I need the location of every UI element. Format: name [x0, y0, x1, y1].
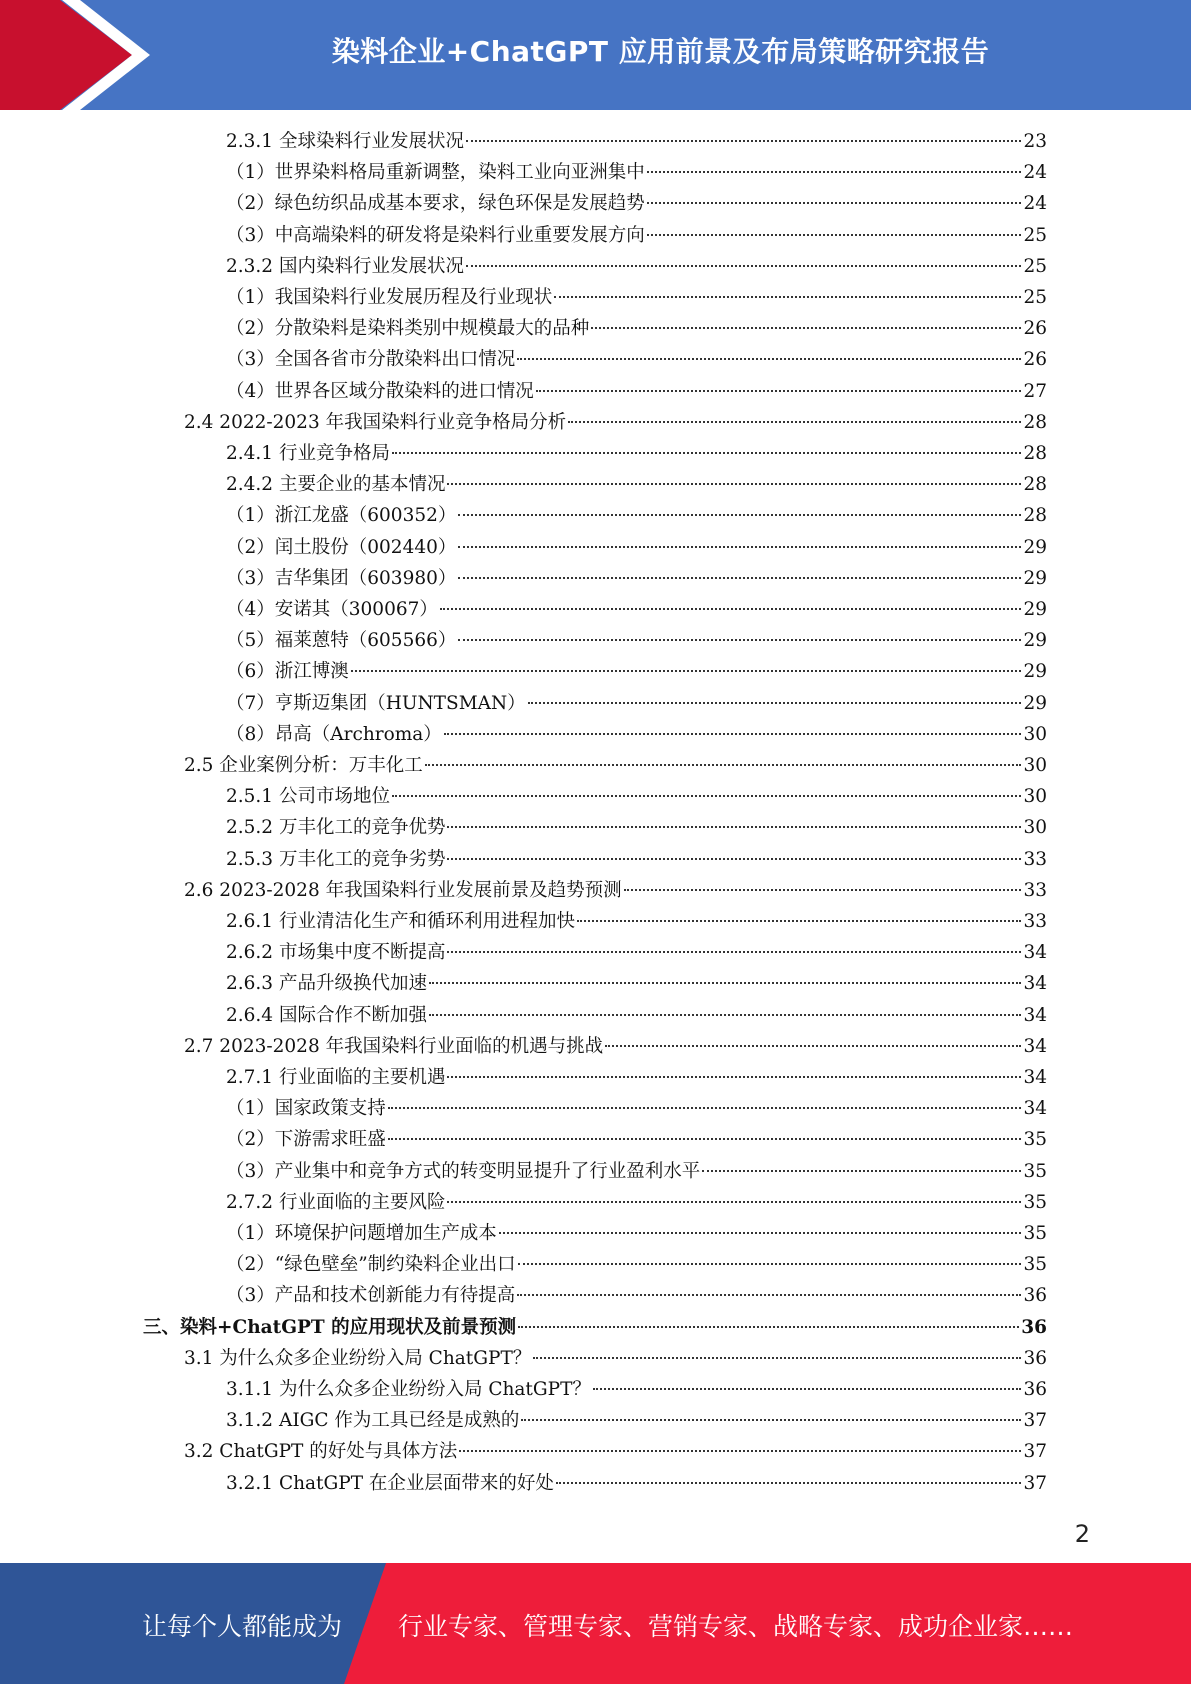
toc-entry-title: 2.7.1 行业面临的主要机遇 [226, 1067, 446, 1088]
toc-dot-leader [605, 1045, 1021, 1047]
toc-entry-page: 30 [1023, 723, 1047, 745]
toc-entry-title: 3.2 ChatGPT 的好处与具体方法 [184, 1441, 458, 1463]
toc-entry-page: 35 [1023, 1129, 1047, 1151]
toc-entry[interactable] [226, 594, 1047, 625]
toc-entry[interactable] [184, 875, 1047, 906]
toc-entry-title: （2）分散染料是染料类别中规模最大的品种 [226, 318, 590, 340]
toc-entry-title: 2.6.1 行业清洁化生产和循环利用进程加快 [226, 911, 575, 932]
toc-entry[interactable] [184, 1031, 1047, 1062]
toc-entry-page: 24 [1023, 193, 1047, 215]
toc-entry-title: 2.5.2 万丰化工的竞争优势 [226, 817, 446, 839]
toc-entry[interactable] [184, 1436, 1047, 1467]
toc-entry-page: 33 [1023, 879, 1047, 901]
toc-entry-title: 2.3.1 全球染料行业发展状况 [226, 131, 464, 152]
toc-dot-leader [702, 1170, 1021, 1172]
toc-dot-leader [466, 140, 1021, 142]
toc-dot-leader [499, 1232, 1022, 1234]
toc-dot-leader [568, 421, 1021, 423]
toc-entry[interactable] [226, 1187, 1047, 1218]
toc-entry-page: 27 [1023, 380, 1047, 402]
toc-entry[interactable] [143, 1312, 1047, 1343]
toc-entry-page: 26 [1023, 349, 1047, 371]
toc-entry-title: 2.6.3 产品升级换代加速 [226, 973, 427, 995]
toc-dot-leader [554, 296, 1021, 298]
toc-entry-page: 28 [1023, 411, 1047, 433]
toc-entry-title: （1）世界染料格局重新调整，染料工业向亚洲集中 [226, 162, 645, 184]
toc-dot-leader [458, 577, 1021, 579]
toc-dot-leader [536, 390, 1022, 392]
toc-entry[interactable] [226, 157, 1047, 188]
toc-entry[interactable] [226, 1468, 1047, 1499]
toc-entry[interactable] [226, 469, 1047, 500]
toc-entry-title: 3.1.1 为什么众多企业纷纷入局 ChatGPT？ [226, 1379, 591, 1400]
toc-dot-leader [521, 1419, 1021, 1421]
toc-entry-title: 2.4.1 行业竞争格局 [226, 443, 390, 464]
toc-entry-page: 29 [1023, 630, 1047, 652]
toc-dot-leader [458, 546, 1021, 548]
toc-dot-leader [533, 1357, 1021, 1359]
toc-entry-title: （8）昂高（Archroma） [226, 723, 442, 745]
toc-entry-page: 35 [1023, 1191, 1047, 1213]
toc-dot-leader [518, 1326, 1019, 1328]
toc-entry-title: 2.6.4 国际合作不断加强 [226, 1004, 427, 1026]
toc-entry-page: 28 [1023, 505, 1047, 527]
toc-entry-title: 2.7.2 行业面临的主要风险 [226, 1191, 446, 1213]
toc-entry-page: 36 [1021, 1316, 1047, 1338]
toc-entry-title: 2.4.2 主要企业的基本情况 [226, 474, 446, 496]
toc-entry-page: 37 [1023, 1472, 1047, 1494]
toc-entry-page: 29 [1023, 661, 1047, 683]
toc-entry-page: 37 [1023, 1441, 1047, 1463]
toc-entry-page: 30 [1023, 786, 1047, 808]
toc-entry[interactable] [226, 937, 1047, 968]
toc-dot-leader [392, 452, 1021, 454]
toc-dot-leader [647, 202, 1022, 204]
toc-entry-page: 26 [1023, 318, 1047, 340]
toc-dot-leader [447, 826, 1021, 828]
toc-entry[interactable] [226, 282, 1047, 313]
toc-entry[interactable] [226, 1062, 1047, 1093]
toc-entry-title: 3.1.2 AIGC 作为工具已经是成熟的 [226, 1410, 520, 1432]
toc-entry-page: 25 [1023, 255, 1047, 277]
toc-entry[interactable] [226, 781, 1047, 812]
toc-entry-page: 36 [1023, 1347, 1047, 1369]
toc-entry[interactable] [226, 126, 1047, 157]
toc-entry-page: 34 [1023, 942, 1047, 964]
toc-dot-leader [518, 1263, 1022, 1265]
toc-entry[interactable] [226, 376, 1047, 407]
toc-entry-title: 2.6.2 市场集中度不断提高 [226, 942, 446, 964]
toc-entry[interactable] [226, 1374, 1047, 1405]
toc-dot-leader [388, 1107, 1022, 1109]
toc-entry-title: 3.1 为什么众多企业纷纷入局 ChatGPT？ [184, 1347, 532, 1369]
toc-entry-page: 36 [1023, 1379, 1047, 1400]
toc-dot-leader [440, 608, 1022, 610]
toc-entry-page: 35 [1023, 1160, 1047, 1182]
toc-entry[interactable] [226, 1000, 1047, 1031]
toc-entry[interactable] [226, 1156, 1047, 1187]
toc-entry[interactable] [226, 1405, 1047, 1436]
toc-entry-page: 33 [1023, 848, 1047, 870]
toc-entry-title: 2.3.2 国内染料行业发展状况 [226, 255, 464, 277]
toc-entry-title: （4）世界各区域分散染料的进口情况 [226, 380, 534, 402]
toc-dot-leader [447, 951, 1021, 953]
toc-entry[interactable] [226, 532, 1047, 563]
toc-entry-title: 2.7 2023-2028 年我国染料行业面临的机遇与挑战 [184, 1035, 604, 1057]
toc-entry-page: 37 [1023, 1410, 1047, 1432]
toc-entry[interactable] [226, 688, 1047, 719]
toc-dot-leader [459, 1450, 1021, 1452]
toc-dot-leader [556, 1482, 1022, 1484]
toc-entry-title: 2.6 2023-2028 年我国染料行业发展前景及趋势预测 [184, 879, 622, 901]
toc-dot-leader [351, 670, 1022, 672]
toc-dot-leader [458, 639, 1021, 641]
toc-entry-page: 29 [1023, 536, 1047, 558]
toc-dot-leader [392, 795, 1021, 797]
toc-entry-page: 23 [1023, 131, 1047, 152]
toc-dot-leader [447, 483, 1021, 485]
toc-entry-title: （1）国家政策支持 [226, 1098, 386, 1120]
toc-entry-title: （7）亨斯迈集团（HUNTSMAN） [226, 692, 526, 714]
toc-entry-page: 36 [1023, 1285, 1047, 1307]
toc-entry-title: （1）浙江龙盛（600352） [226, 505, 457, 527]
toc-entry-title: （3）产业集中和竞争方式的转变明显提升了行业盈利水平 [226, 1160, 701, 1182]
toc-dot-leader [447, 1201, 1021, 1203]
toc-entry[interactable] [226, 719, 1047, 750]
toc-entry-page: 35 [1023, 1254, 1047, 1276]
toc-entry-page: 33 [1023, 911, 1047, 932]
toc-entry[interactable] [226, 844, 1047, 875]
toc-entry-title: （5）福莱蒽特（605566） [226, 630, 457, 652]
toc-dot-leader [647, 234, 1022, 236]
toc-entry-page: 34 [1023, 1098, 1047, 1120]
toc-dot-leader [593, 1388, 1022, 1390]
toc-dot-leader [528, 702, 1022, 704]
toc-entry-title: （3）全国各省市分散染料出口情况 [226, 349, 516, 371]
toc-entry-page: 29 [1023, 567, 1047, 589]
toc-entry[interactable] [184, 1343, 1047, 1374]
toc-entry-page: 35 [1023, 1223, 1047, 1244]
toc-entry-title: 3.2.1 ChatGPT 在企业层面带来的好处 [226, 1472, 554, 1494]
footer-banner [0, 1563, 1191, 1684]
toc-dot-leader [444, 733, 1022, 735]
toc-entry-title: （6）浙江博澳 [226, 661, 349, 683]
header-banner [0, 0, 1191, 110]
toc-entry[interactable] [226, 1093, 1047, 1124]
toc-entry-page: 30 [1023, 817, 1047, 839]
toc-dot-leader [591, 327, 1021, 329]
toc-entry-title: （3）吉华集团（603980） [226, 567, 457, 589]
toc-entry[interactable] [226, 188, 1047, 219]
toc-entry-page: 34 [1023, 973, 1047, 995]
toc-dot-leader [388, 1138, 1022, 1140]
toc-entry[interactable] [226, 563, 1047, 594]
toc-entry-title: 2.4 2022-2023 年我国染料行业竞争格局分析 [184, 411, 567, 433]
toc-entry[interactable] [184, 407, 1047, 438]
footer-slogan-right: 行业专家、管理专家、营销专家、战略专家、成功企业家…… [398, 1612, 1074, 1641]
page-number: 2 [1074, 1520, 1090, 1548]
toc-entry-page: 34 [1023, 1035, 1047, 1057]
toc-entry-page: 28 [1023, 443, 1047, 464]
toc-entry-title: （1）我国染料行业发展历程及行业现状 [226, 287, 553, 308]
toc-dot-leader [447, 1076, 1021, 1078]
toc-dot-leader [429, 1014, 1021, 1016]
toc-entry-title: （2）下游需求旺盛 [226, 1129, 386, 1151]
toc-entry-page: 29 [1023, 692, 1047, 714]
toc-entry-title: （3）中高端染料的研发将是染料行业重要发展方向 [226, 224, 645, 246]
toc-entry[interactable] [226, 251, 1047, 282]
toc-dot-leader [577, 920, 1021, 922]
toc-entry[interactable] [226, 438, 1047, 469]
toc-entry[interactable] [226, 812, 1047, 843]
toc-entry-title: （2）闰土股份（002440） [226, 536, 457, 558]
toc-entry[interactable] [226, 344, 1047, 375]
toc-entry-title: 2.5.1 公司市场地位 [226, 786, 390, 808]
toc-entry-title: （2）“绿色壁垒”制约染料企业出口 [226, 1254, 516, 1276]
toc-entry-page: 30 [1023, 755, 1047, 776]
toc-entry[interactable] [184, 750, 1047, 781]
toc-entry-page: 25 [1023, 287, 1047, 308]
toc-entry-title: （2）绿色纺织品成基本要求，绿色环保是发展趋势 [226, 193, 645, 215]
toc-entry[interactable] [226, 1249, 1047, 1280]
toc-entry[interactable] [226, 1218, 1047, 1249]
toc-entry[interactable] [226, 220, 1047, 251]
toc-entry-page: 28 [1023, 474, 1047, 496]
toc-dot-leader [425, 764, 1022, 766]
toc-dot-leader [517, 358, 1021, 360]
toc-entry-page: 34 [1023, 1067, 1047, 1088]
toc-dot-leader [624, 889, 1022, 891]
document-title: 染料企业+ChatGPT 应用前景及布局策略研究报告 [331, 35, 990, 68]
toc-entry[interactable] [226, 1124, 1047, 1155]
toc-entry[interactable] [226, 656, 1047, 687]
toc-dot-leader [458, 514, 1021, 516]
toc-entry[interactable] [226, 625, 1047, 656]
toc-entry-page: 34 [1023, 1004, 1047, 1026]
toc-entry[interactable] [226, 1280, 1047, 1311]
toc-entry[interactable] [226, 500, 1047, 531]
toc-dot-leader [429, 982, 1021, 984]
toc-entry[interactable] [226, 313, 1047, 344]
toc-entry[interactable] [226, 968, 1047, 999]
toc-entry-page: 29 [1023, 599, 1047, 620]
footer-slogan-left: 让每个人都能成为 [142, 1612, 343, 1641]
toc-entry-title: （1）环境保护问题增加生产成本 [226, 1223, 497, 1244]
toc-dot-leader [447, 858, 1021, 860]
toc-entry-title: 三、染料+ChatGPT 的应用现状及前景预测 [143, 1316, 517, 1338]
toc-entry-title: 2.5.3 万丰化工的竞争劣势 [226, 848, 446, 870]
toc-entry[interactable] [226, 906, 1047, 937]
toc-entry-page: 24 [1023, 162, 1047, 184]
toc-entry-title: （4）安诺其（300067） [226, 599, 438, 620]
toc-dot-leader [466, 265, 1021, 267]
toc-entry-title: （3）产品和技术创新能力有待提高 [226, 1285, 516, 1307]
toc-dot-leader [647, 171, 1022, 173]
toc-dot-leader [517, 1294, 1021, 1296]
toc-entry-title: 2.5 企业案例分析：万丰化工 [184, 755, 423, 776]
toc-entry-page: 25 [1023, 224, 1047, 246]
